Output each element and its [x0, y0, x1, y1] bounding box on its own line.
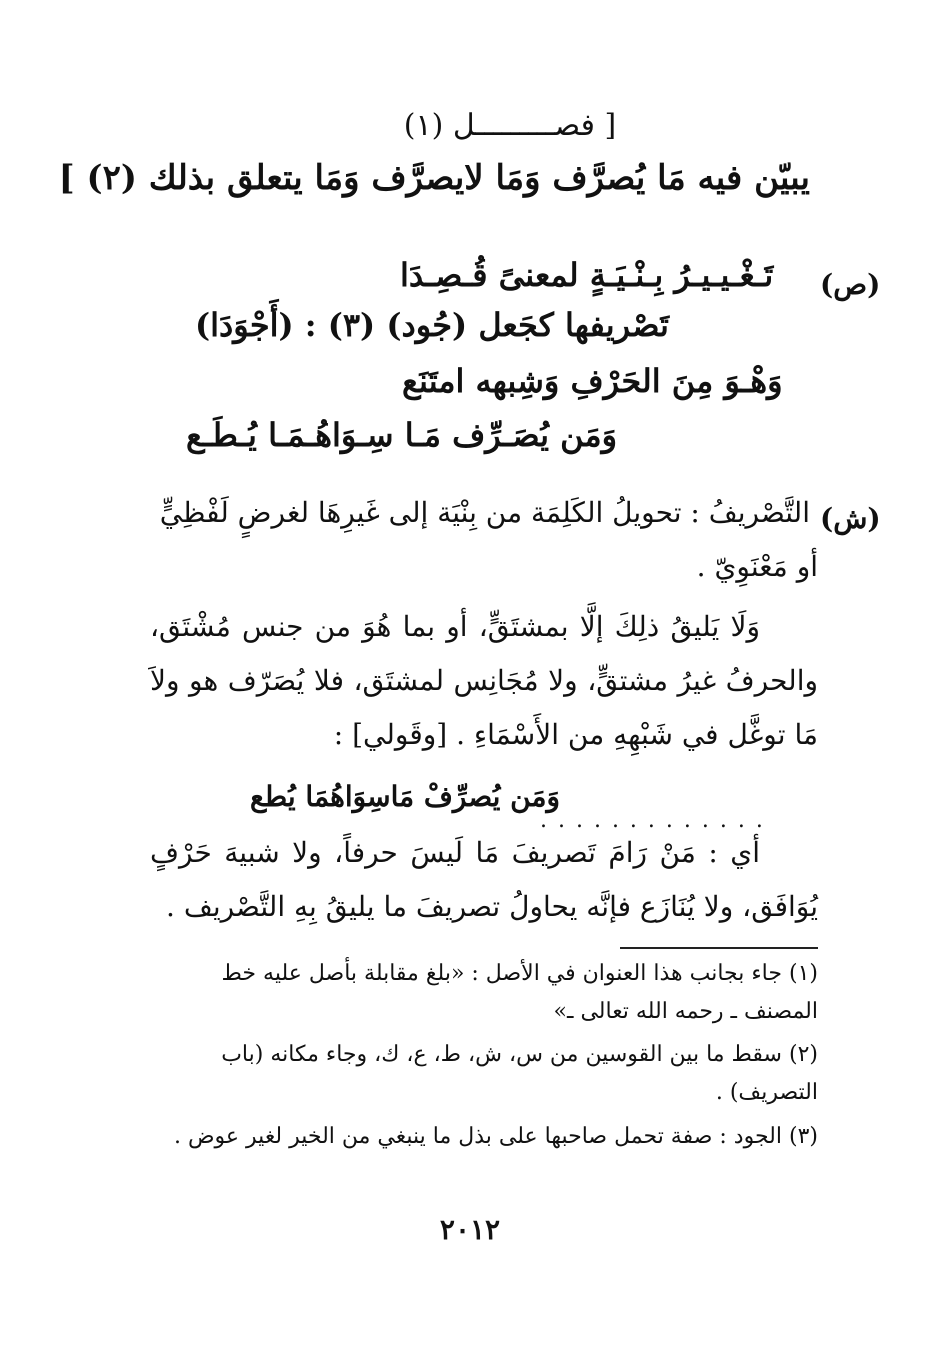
sharh-para3: أي : مَنْ رَامَ تَصريفَ مَا لَيسَ حرفاً، ولا شبيهَ حَرْفٍ يُوَافَق، ولا يُنَازَع فإنَّه يحاولُ تصريفَ ما يليقُ بِهِ التَّصْريف . [150, 836, 818, 923]
sharh-marker: (ش) [820, 502, 881, 535]
footnote-1: (١) جاء بجانب هذا العنوان في الأصل : «بلغ مقابلة بأصل عليه خط المصنف ـ رحمه الله تعالى ـ» [221, 961, 818, 1024]
chapter-heading: [ فصـــــــــل (١) [403, 108, 617, 143]
matn-marker: (ص) [820, 268, 881, 301]
sharh-para1-line1: التَّصْريفُ : تحويلُ الكَلِمَة من بِنْيَة إلى غَيرِهَا لغرضٍ لَفْظِيٍّ [159, 496, 810, 529]
verse-1: تَـغْـيـيـرُ بِـنْـيَـةٍ لمعنىً قُـصِـدَا [400, 256, 774, 294]
page-number: ٢٠١٢ [439, 1213, 501, 1246]
verse-3: وَهْـوَ مِنَ الحَرْفِ وَشِبهه امتَنَع [402, 362, 783, 400]
footnote-2: (٢) سقط ما بين القوسين من س، ش، ط، ع، ك، وجاء مكانه (باب التصريف) . [221, 1042, 818, 1105]
quoted-verse: وَمَن يُصرِّفْ مَاسِوَاهُمَا يُطع [250, 780, 561, 813]
footnote-divider [620, 947, 818, 949]
chapter-subheading: يبيّن فيه مَا يُصرَّف وَمَا لايصرَّف وَمَا يتعلق بذلك (٢) ] [58, 158, 810, 198]
verse-2: تَصْريفها كجَعل (جُود) (٣) : (أَجْوَدَا) [195, 306, 669, 344]
verse-4: وَمَن يُصَـرِّف مَـا سِـوَاهُـمَـا يُـطَـع [186, 416, 618, 454]
sharh-para2: وَلَا يَليقُ ذلِكَ إلَّا بمشتَقٍّ، أو بما هُوَ من جنس مُشْتَق، والحرفُ غيرُ مشتقٍّ، ولا مُجَانِس لمشتَق، فلا يُصَرّف هو ولاَ مَا توغَّل في شَبْهِهِ من الأَسْمَاءِ . [وقَولي] : [150, 610, 818, 751]
ellipsis-dots: . . . . . . . . . . . . . [540, 808, 765, 833]
footnote-3: (٣) الجود : صفة تحمل صاحبها على بذل ما ينبغي من الخير لغير عوض . [173, 1124, 818, 1149]
sharh-para1-line2: أو مَعْنَوِيّ . [696, 550, 818, 583]
